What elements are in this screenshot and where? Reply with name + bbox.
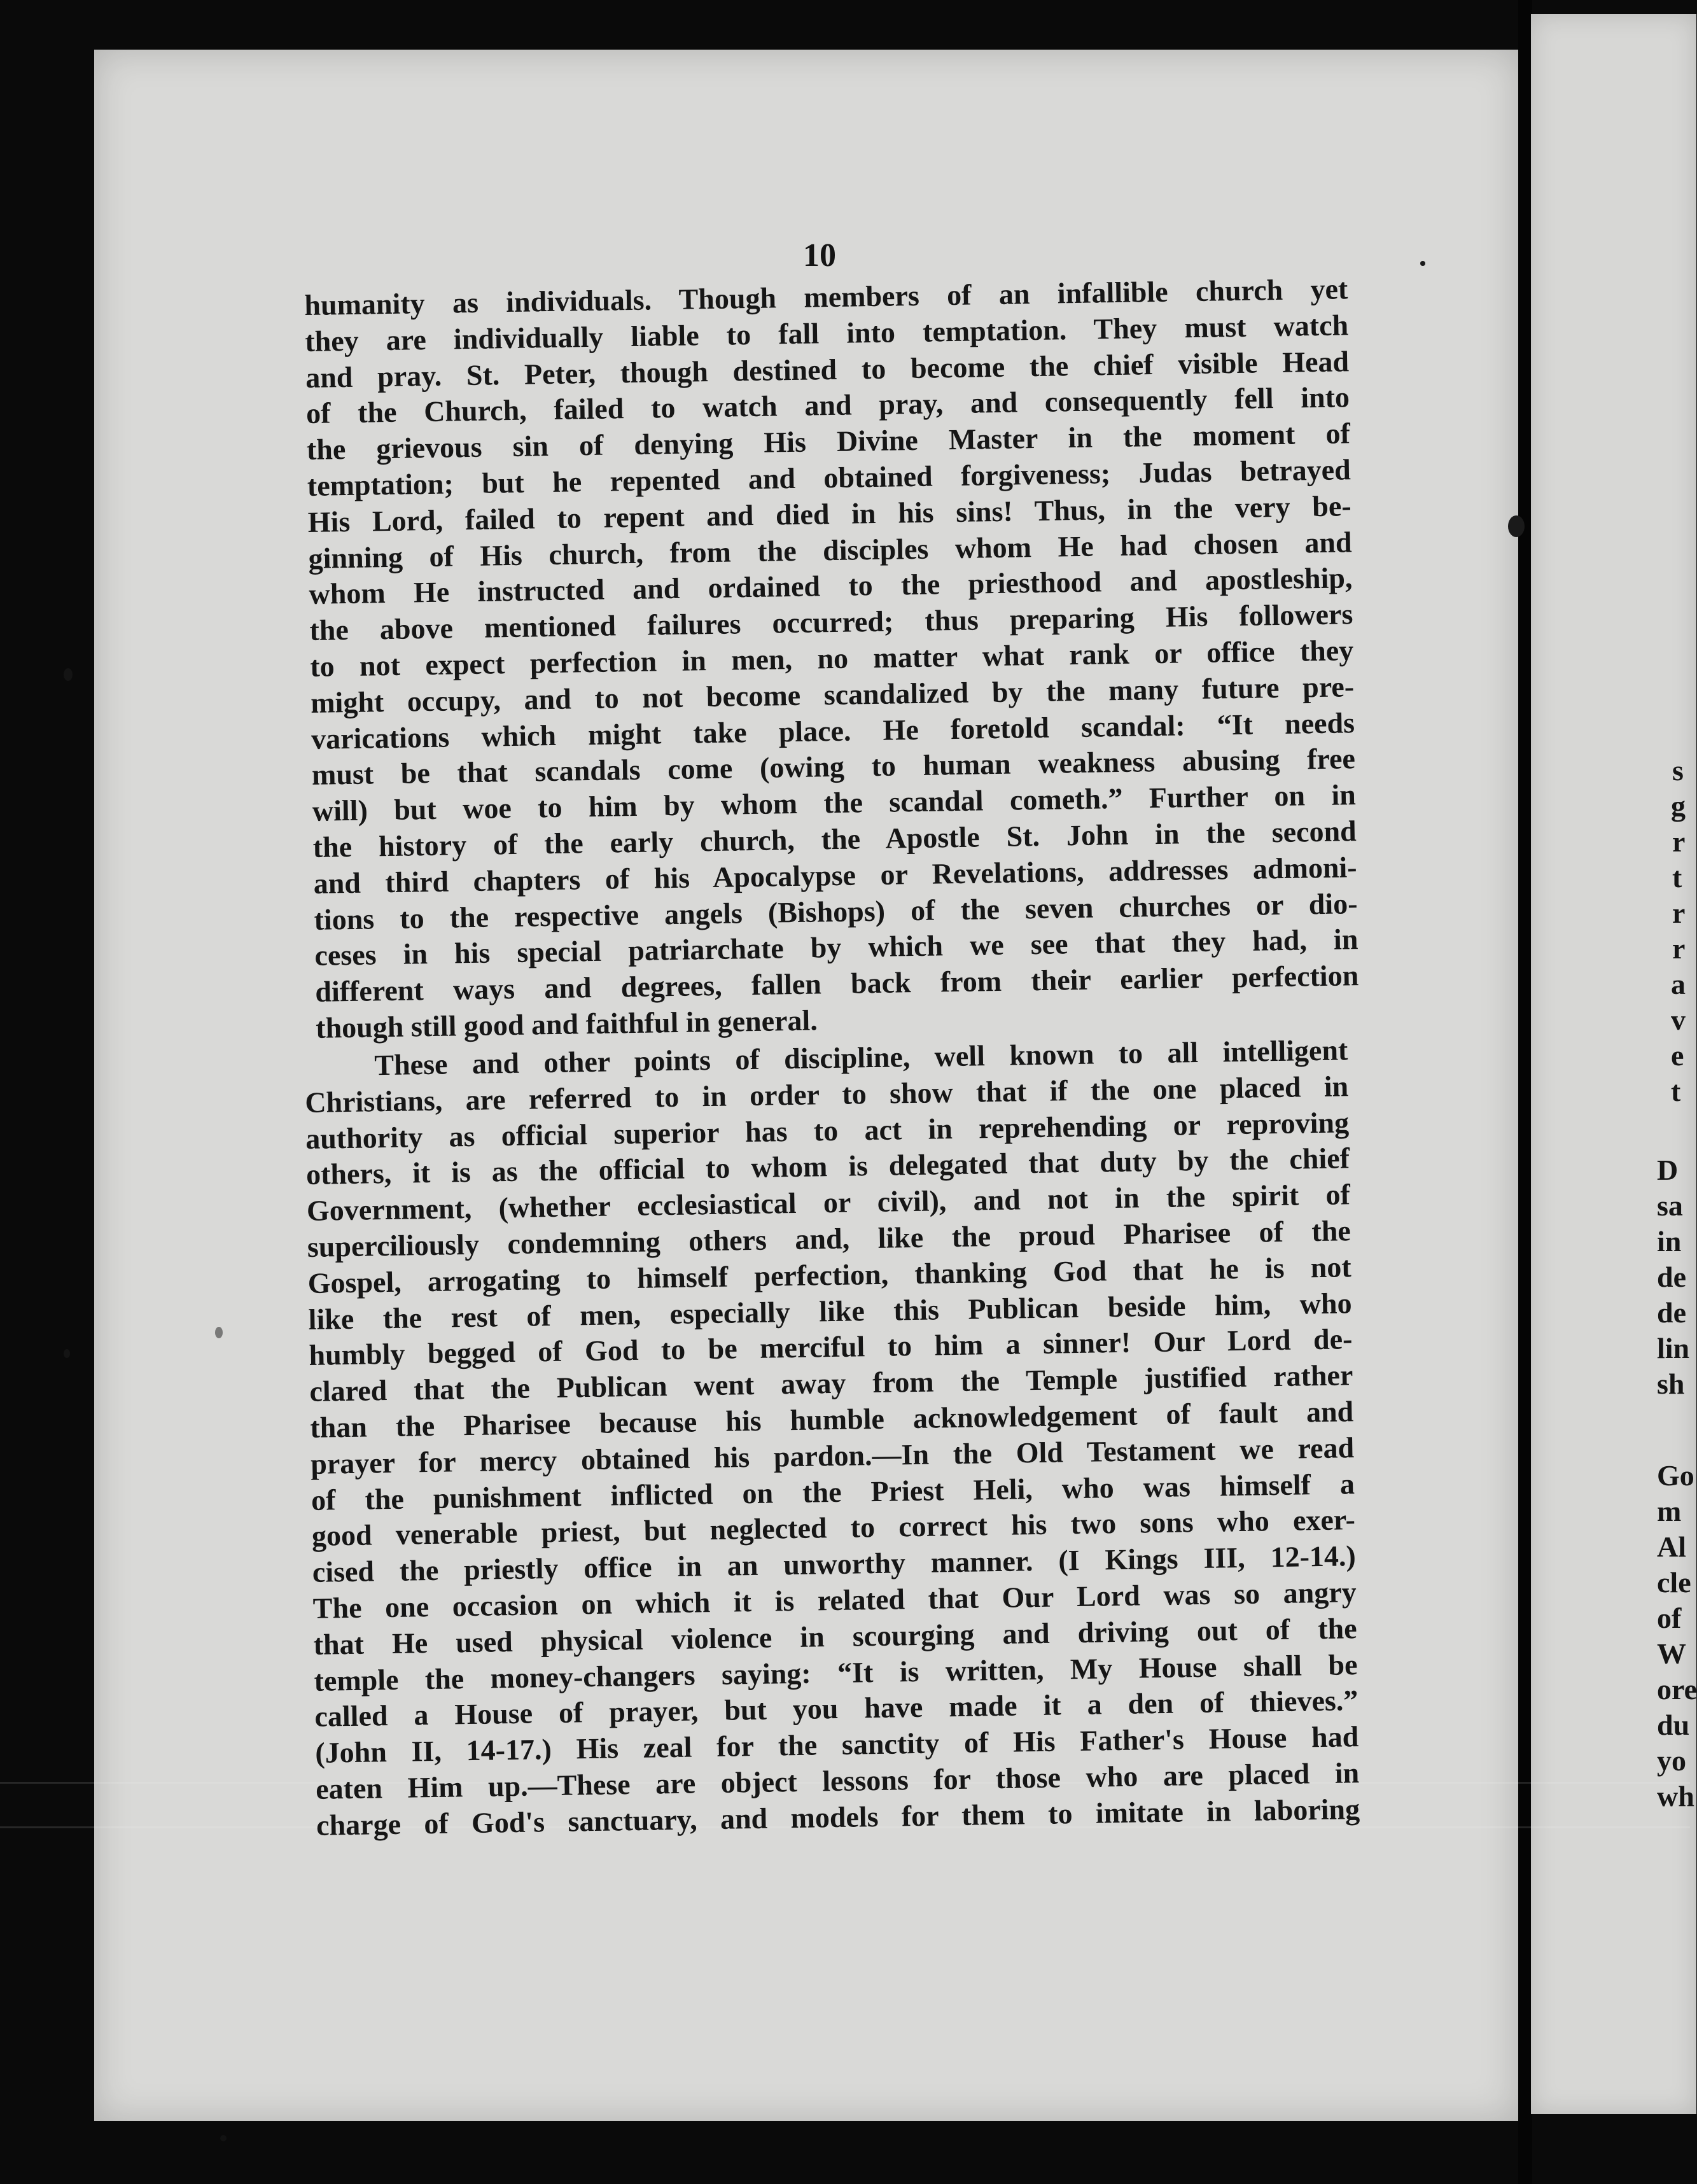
text-line: must be that scandals come (owing to human weakness abusing free <box>311 742 1356 792</box>
text-line: humanity as individuals. Though members of an infallible church yet <box>304 272 1348 321</box>
text-line: and third chapters of his Apocalypse or Revelations, addresses admoni- <box>313 850 1357 900</box>
text-line: temptation; but he repented and obtained forgiveness; Judas betrayed <box>307 453 1351 502</box>
text-line: temple the money-changers saying: “It is written, My House shall be <box>314 1648 1358 1697</box>
right-page-fragment: a <box>1671 968 1686 1000</box>
right-page-fragment: wh <box>1657 1780 1694 1812</box>
text-line: charge of God's sanctuary, and models for them to imitate in laboring <box>316 1792 1360 1842</box>
text-line: the history of the early church, the Apostle St. John in the second <box>312 815 1357 864</box>
right-page-fragment: W <box>1657 1637 1686 1670</box>
text-line: humbly begged of God to be merciful to him a sinner! Our Lord de- <box>309 1322 1353 1372</box>
text-line: will) but woe to him by whom the scandal cometh.” Further on in <box>312 778 1357 828</box>
right-page-fragment: de <box>1657 1296 1686 1329</box>
right-page-fragment: cle <box>1657 1566 1691 1599</box>
text-line: like the rest of men, especially like this Publican beside him, who <box>308 1286 1352 1336</box>
right-page-fragment: e <box>1671 1039 1684 1072</box>
text-line: ceses in his special patriarchate by which we see that they had, in <box>314 923 1358 972</box>
text-line: good venerable priest, but neglected to correct his two sons who exer- <box>311 1503 1356 1553</box>
text-line: ginning of His church, from the disciples whom He had chosen and <box>308 525 1352 575</box>
paragraph-1 <box>304 271 1360 1046</box>
text-line: whom He instructed and ordained to the priesthood and apostleship, <box>309 561 1353 611</box>
right-page-fragment: ore <box>1657 1673 1697 1705</box>
text-line: cised the priestly office in an unworthy manner. (I Kings III, 12-14.) <box>312 1539 1357 1589</box>
text-line: different ways and degrees, fallen back from their earlier perfection <box>314 959 1359 1009</box>
right-page-fragment: Al <box>1657 1530 1686 1563</box>
text-line: prayer for mercy obtained his pardon.—In the Old Testament we read <box>310 1431 1355 1480</box>
text-line: The one occasion on which it is related that Our Lord was so angry <box>312 1576 1357 1625</box>
right-page-fragment: v <box>1671 1004 1686 1036</box>
text-line: varications which might take place. He foretold scandal: “It needs <box>311 706 1355 755</box>
right-page-fragment: lin <box>1657 1332 1690 1364</box>
text-line: to not expect perfection in men, no matter what rank or office they <box>309 634 1354 683</box>
text-line: clared that the Publican went away from the Temple justified rather <box>309 1359 1353 1408</box>
right-page-fragment: r <box>1672 897 1686 929</box>
text-line: authority as official superior has to act in reprehending or reproving <box>305 1105 1350 1155</box>
ink-speck <box>220 2135 227 2141</box>
right-page-fragment: s <box>1672 754 1684 787</box>
right-page-fragment: t <box>1672 861 1682 893</box>
text-line: the above mentioned failures occurred; thus preparing His followers <box>309 598 1353 647</box>
text-line: that He used physical violence in scourging and driving out of the <box>313 1611 1357 1661</box>
right-page-fragment: sa <box>1657 1189 1683 1222</box>
right-page-fragment: r <box>1672 825 1686 858</box>
text-line: superciliously condemning others and, like the proud Pharisee of the <box>307 1214 1351 1263</box>
text-line: eaten Him up.—These are object lessons for those who are placed in <box>315 1756 1360 1805</box>
ink-speck <box>64 1349 70 1358</box>
text-line: (John II, 14-17.) His zeal for the sanctity of His Father's House had <box>314 1720 1359 1770</box>
ink-speck <box>1508 515 1525 537</box>
text-line: and pray. St. Peter, though destined to become the chief visible Head <box>305 344 1350 394</box>
text-line: of the punishment inflicted on the Priest Heli, who was himself a <box>311 1467 1355 1516</box>
page-number: 10 <box>803 237 836 274</box>
right-page-fragment: in <box>1657 1225 1682 1257</box>
text-line: though still good and faithful in general. <box>315 1004 818 1044</box>
text-line: they are individually liable to fall into temptation. They must watch <box>304 309 1349 358</box>
text-line: Gospel, arrogating to himself perfection, thanking God that he is not <box>307 1250 1351 1299</box>
right-page-fragment: yo <box>1657 1744 1686 1777</box>
page-gutter <box>1518 0 1532 2184</box>
right-page-fragment: D <box>1657 1154 1679 1186</box>
text-line: than the Pharisee because his humble acknowledgement of fault and <box>309 1395 1354 1444</box>
text-line: Government, (whether ecclesiastical or civil), and not in the spirit of <box>306 1178 1351 1228</box>
ink-speck <box>64 668 73 681</box>
right-page-fragment: of <box>1657 1602 1682 1634</box>
right-page-fragment: du <box>1657 1709 1690 1741</box>
text-line: tions to the respective angels (Bishops) of the seven churches or dio- <box>314 886 1358 936</box>
text-line: others, it is as the official to whom is delegated that duty by the chief <box>305 1142 1350 1191</box>
text-line: His Lord, failed to repent and died in his sins! Thus, in the very be- <box>307 489 1351 538</box>
right-page-fragment: m <box>1657 1495 1682 1527</box>
text-line: the grievous sin of denying His Divine Master in the moment of <box>306 417 1351 466</box>
ink-speck <box>215 1327 223 1338</box>
right-page-fragment: Go <box>1657 1459 1694 1492</box>
right-page-fragment: r <box>1672 932 1686 965</box>
text-line: might occupy, and to not become scandalized by the many future pre- <box>310 669 1355 719</box>
text-line: called a House of prayer, but you have made it a den of thieves.” <box>314 1684 1358 1733</box>
right-page-fragment: t <box>1671 1075 1681 1107</box>
text-line: These and other points of discipline, well known to all intelligent <box>374 1033 1348 1082</box>
text-line: Christians, are referred to in order to show that if the one placed in <box>304 1070 1349 1119</box>
text-line: of the Church, failed to watch and pray, and consequently fell into <box>305 381 1350 430</box>
right-page-fragment: g <box>1671 790 1686 822</box>
right-page-fragment: de <box>1657 1261 1686 1293</box>
paragraph-2 <box>304 1032 1360 1844</box>
ink-speck <box>1420 261 1425 266</box>
right-page-fragment: sh <box>1657 1368 1685 1400</box>
